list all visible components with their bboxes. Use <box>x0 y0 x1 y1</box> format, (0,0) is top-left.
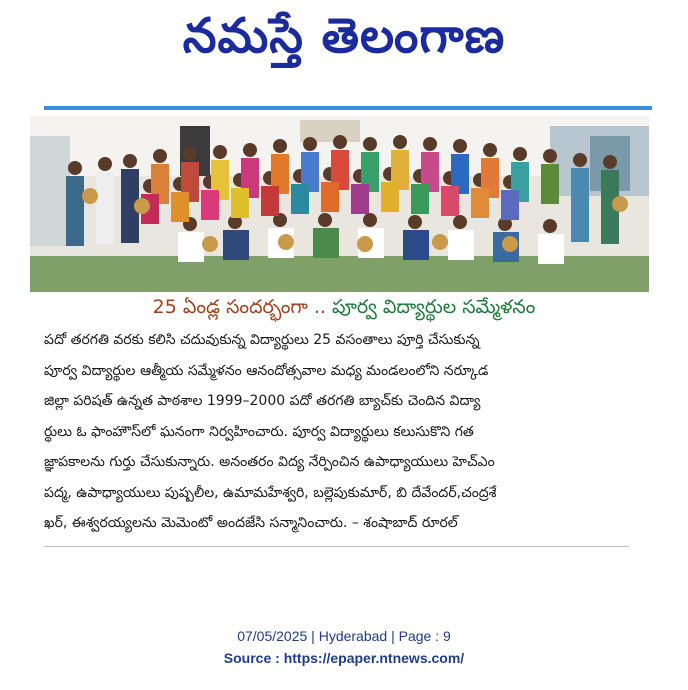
masthead <box>0 0 688 72</box>
article-line: జిల్లా పరిషత్ ఉన్నత పాఠశాల 1999–2000 పదో తరగతి బ్యాచ్‌కు చెందిన విద్యా <box>44 393 481 409</box>
article-line: పద్మ, ఉపాధ్యాయులు పుష్పలీల, ఉమామహేశ్వరి, బల్లెపుకుమార్, బి దేవేందర్,చంద్రశే <box>44 484 497 501</box>
newspaper-title: నమస్తే తెలంగాణ <box>182 8 506 64</box>
source-link[interactable]: Source : https://epaper.ntnews.com/ <box>223 650 465 666</box>
masthead-divider <box>44 106 652 110</box>
article-body <box>44 325 634 539</box>
article-line: ఖర్, ఈశ్వరయ్యలను మెమెంటో అందజేసి సన్మానించారు. – శంషాబాద్ రూరల్ <box>44 515 458 531</box>
article-headline <box>0 292 688 322</box>
headline-part-left: 25 ఏండ్ల సందర్భంగా .. <box>152 296 326 318</box>
headline-part-right: పూర్వ విద్యార్థుల సమ్మేళనం <box>332 296 536 318</box>
article-line: పూర్వ విద్యార్థుల ఆత్మీయ సమ్మేళనం ఆనందోత్సవాల మధ్య మండలంలోని నర్కూడ <box>44 362 489 379</box>
group-photo-illustration <box>30 116 649 292</box>
article-line: ర్థులు ఓ ఫాంహౌస్‌లో ఘనంగా నిర్వహించారు. పూర్వ విద్యార్థులు కలుసుకొని గత <box>44 423 474 440</box>
article-divider <box>44 546 629 547</box>
source-footer <box>0 625 688 669</box>
group-photo <box>30 116 649 292</box>
edition-info: 07/05/2025 | Hyderabad | Page : 9 <box>237 628 451 644</box>
article-line: జ్ఞాపకాలను గుర్తు చేసుకున్నారు. అనంతరం విద్య నేర్పించిన ఉపాధ్యాయులు హెచ్ఎం <box>44 454 495 470</box>
article-line: పదో తరగతి వరకు కలిసి చదువుకున్న విద్యార్థులు 25 వసంతాలు పూర్తి చేసుకున్న <box>44 332 480 348</box>
